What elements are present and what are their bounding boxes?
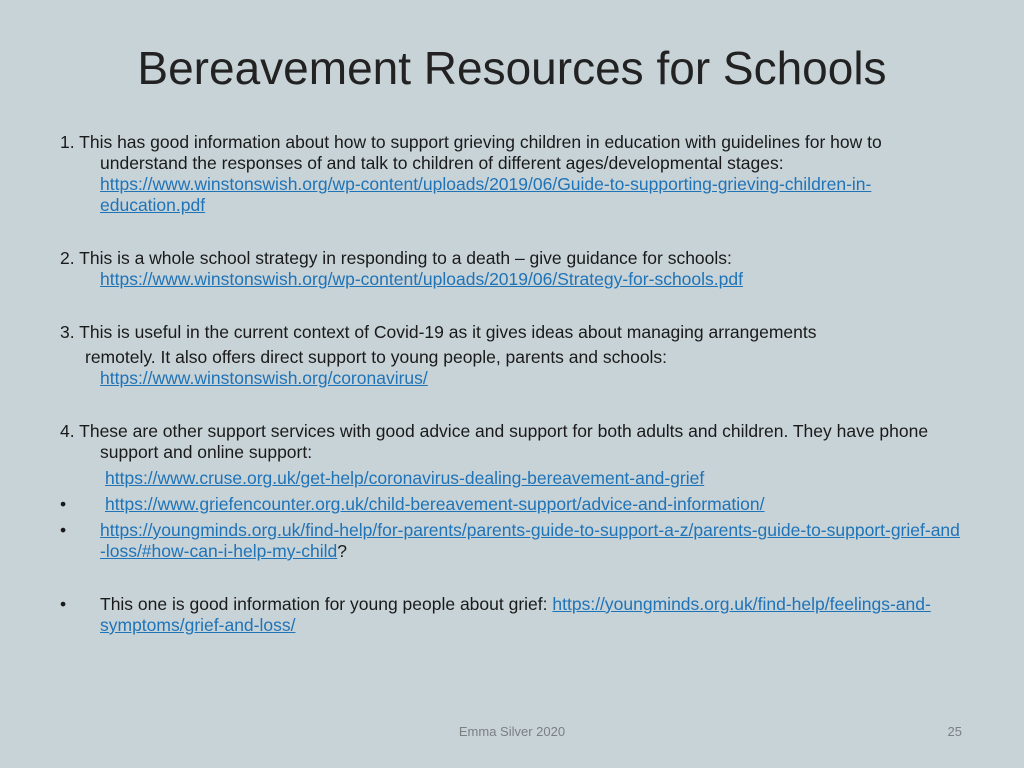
resource-link-cruse[interactable]: https://www.cruse.org.uk/get-help/coronavirus-dealing-bereavement-and-grief: [105, 468, 705, 488]
resource-item-5: [60, 594, 960, 636]
resource-description-continued: remotely. It also offers direct support to young people, parents and schools:: [85, 347, 668, 367]
resource-link[interactable]: https://www.winstonswish.org/wp-content/uploads/2019/06/Guide-to-supporting-grieving-children-in-education.pdf: [100, 174, 872, 215]
resource-description: 1. This has good information about how to support grieving children in education with guidelines for how to understand the responses of and talk to children of different ages/developmental stages:: [60, 132, 882, 173]
sub-link-item: [60, 494, 960, 515]
resource-description: 2. This is a whole school strategy in responding to a death – give guidance for schools:: [60, 248, 732, 268]
resource-description: This one is good information for young people about grief:: [100, 594, 548, 614]
slide-content: [60, 132, 960, 636]
resource-description: 4. These are other support services with good advice and support for both adults and children. They have phone support and online support:: [60, 421, 929, 462]
bullet: •: [60, 494, 67, 514]
page-number: 25: [947, 724, 962, 739]
slide-title: Bereavement Resources for Schools: [137, 42, 887, 94]
resource-description: 3. This is useful in the current context of Covid-19 as it gives ideas about managing arrangements: [60, 322, 817, 342]
slide-footer: Emma Silver 2020: [458, 724, 566, 739]
resource-item-1: [60, 132, 960, 216]
resource-link[interactable]: https://www.winstonswish.org/wp-content/uploads/2019/06/Strategy-for-schools.pdf: [100, 269, 743, 289]
sub-link-item: [60, 468, 960, 489]
resource-link-youngminds-grief[interactable]: https://youngminds.org.uk/find-help/feelings-and-symptoms/grief-and-loss/: [100, 594, 931, 635]
resource-link-griefencounter[interactable]: https://www.griefencounter.org.uk/child-bereavement-support/advice-and-information/: [105, 494, 765, 514]
sub-link-item: [60, 520, 960, 562]
resource-item-2: [60, 248, 960, 290]
bullet: •: [60, 520, 67, 540]
resource-item-4: [60, 421, 960, 463]
link-suffix: ?: [337, 541, 348, 561]
bullet: •: [60, 594, 67, 614]
resource-link-youngminds[interactable]: https://youngminds.org.uk/find-help/for-parents/parents-guide-to-support-a-z/parents-guide-to-support-grief-and-loss/#how-can-i-help-my-child: [100, 520, 960, 561]
resource-link[interactable]: https://www.winstonswish.org/coronavirus/: [100, 368, 428, 388]
resource-item-3: [60, 322, 960, 389]
